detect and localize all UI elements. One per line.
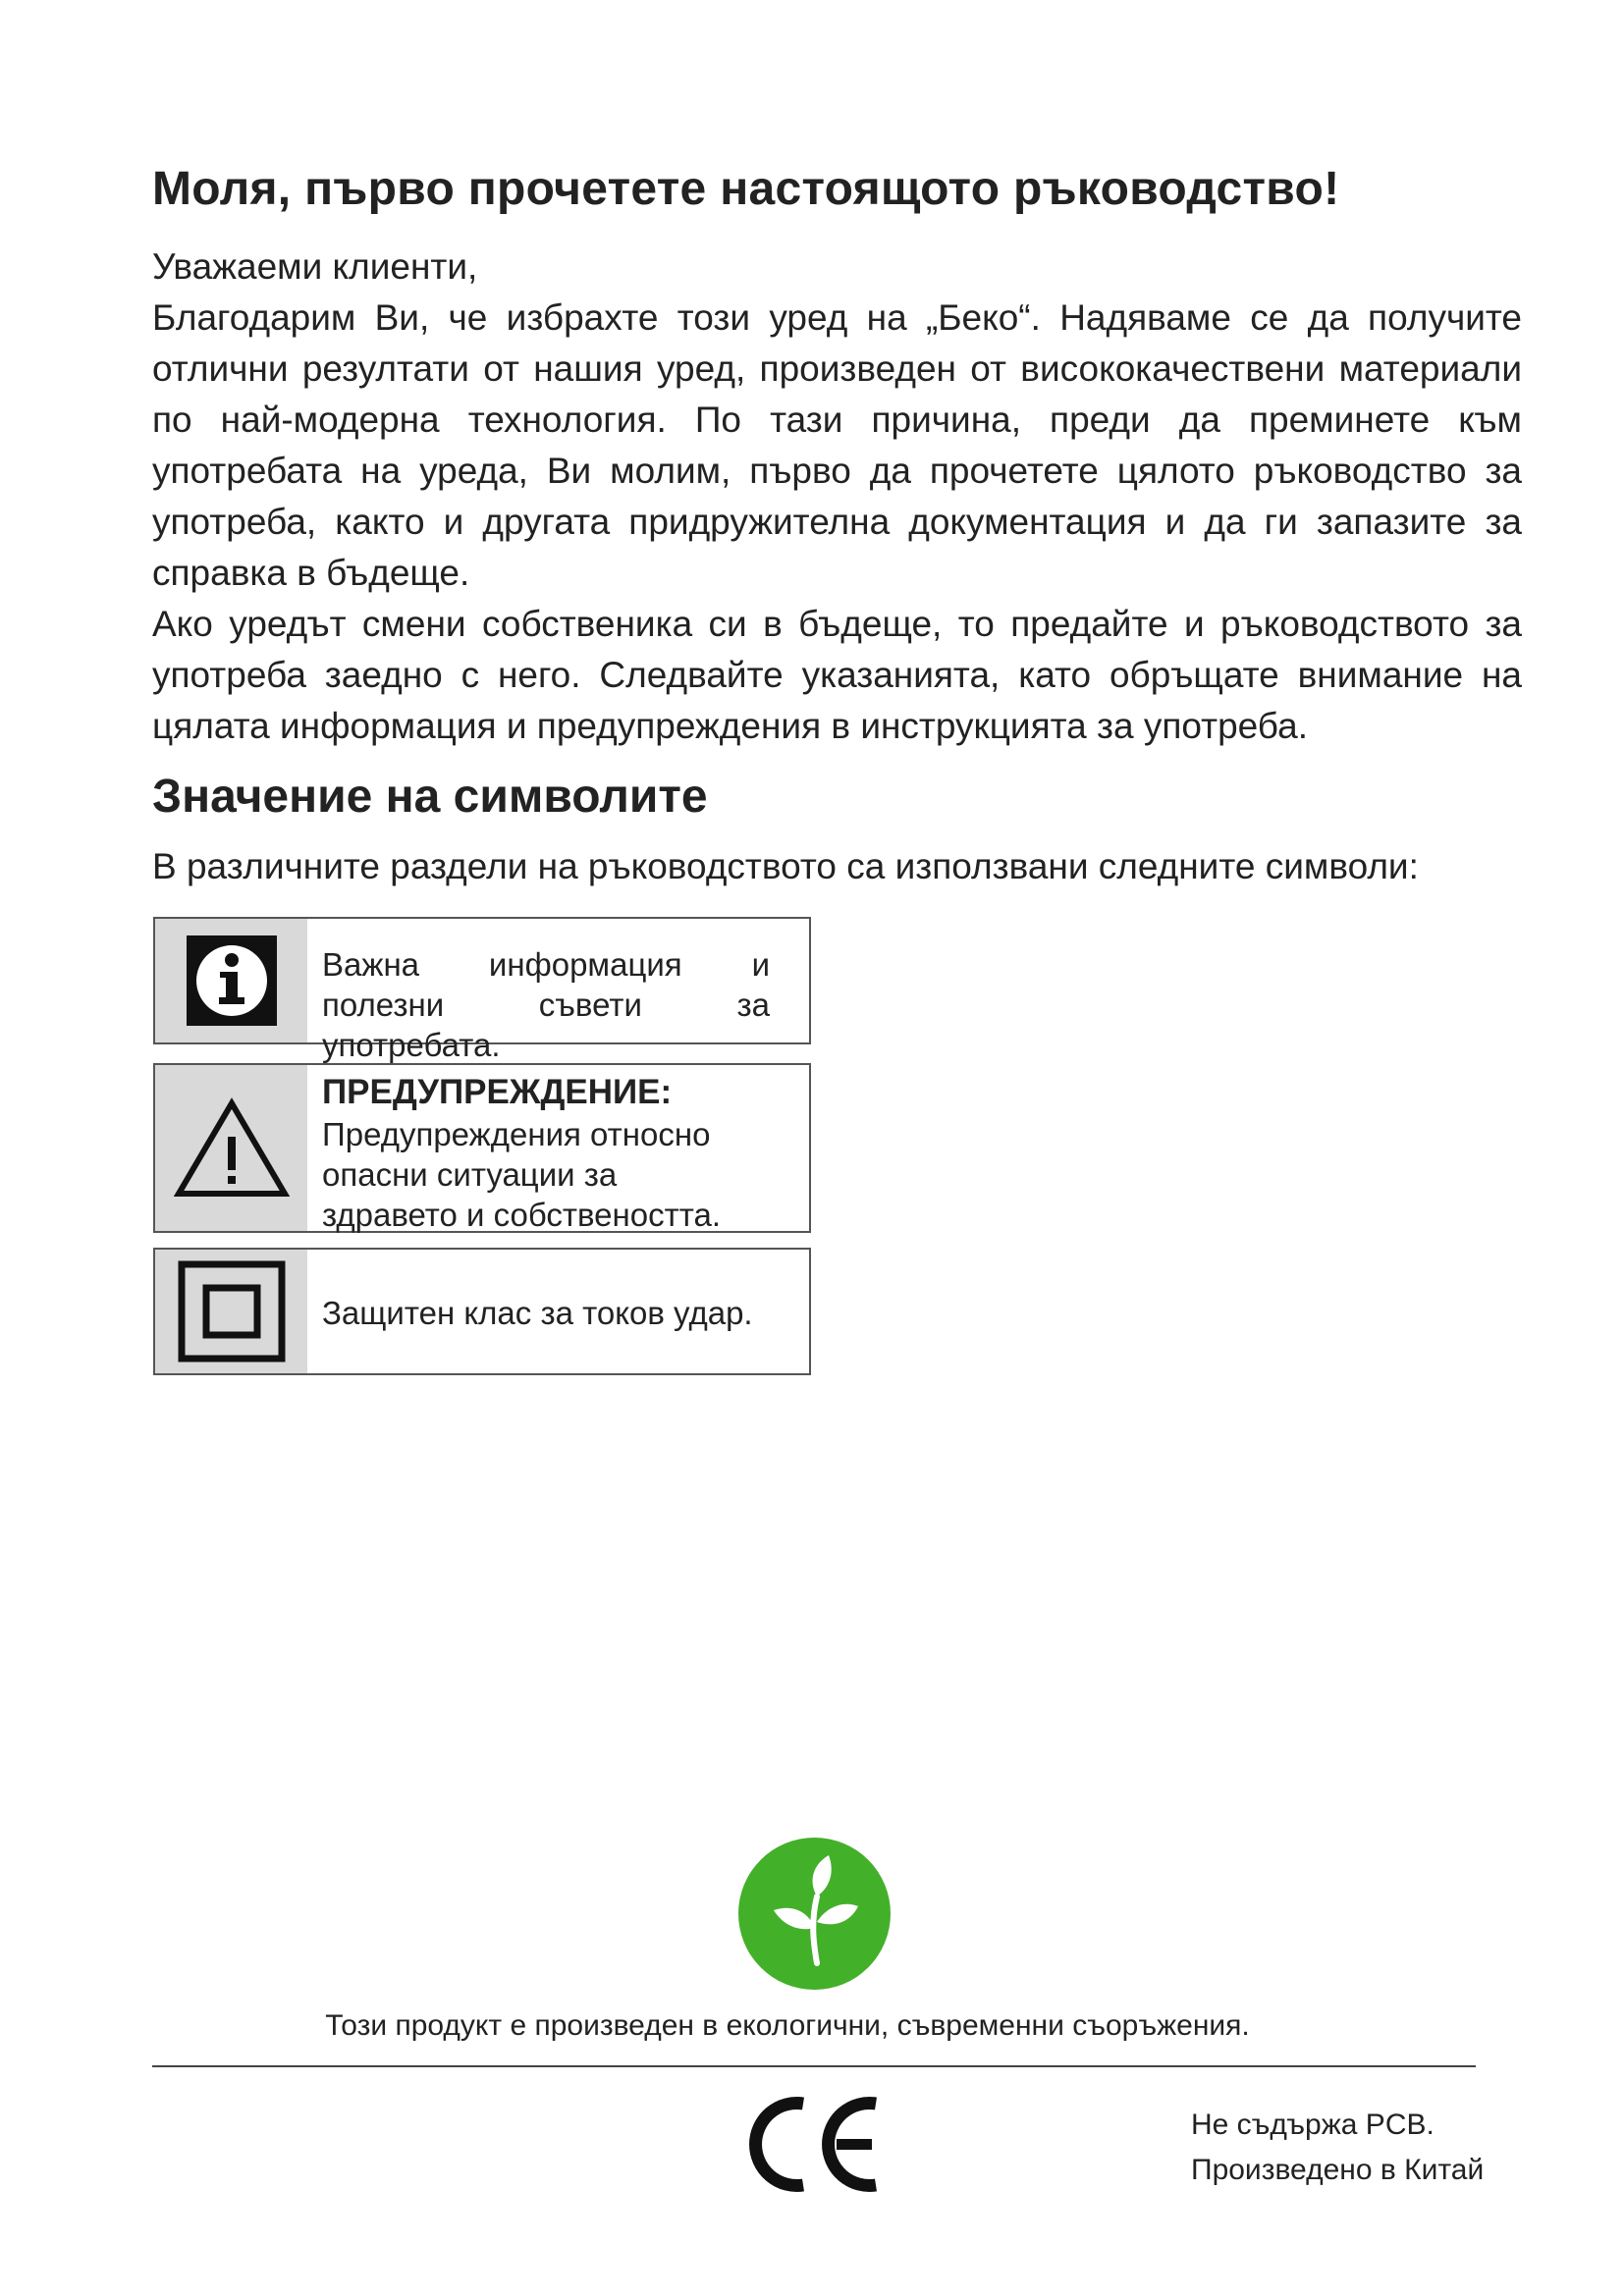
symbol-info-text: Важна информация и полезни съвети за употребата. <box>322 946 770 1063</box>
ce-mark-icon <box>746 2094 884 2195</box>
page-title: Моля, първо прочетете настоящото ръководство! <box>152 163 1340 215</box>
pcb-text: Не съдържа PCB. <box>1191 2109 1435 2141</box>
symbol-box-info <box>153 917 811 1063</box>
intro-paragraph-2: Ако уредът смени собственика си в бъдеще, то предайте и ръководството за употреба заедно с него. Следвайте указанията, като обръщате внимание на цялата информация и предупреждения в инструкцията за употреба. <box>152 604 1522 746</box>
leaf-icon <box>738 1838 891 1990</box>
footer-info <box>1191 2103 1484 2193</box>
warning-icon <box>155 1065 307 1231</box>
eco-text-wrap <box>0 2009 1624 2043</box>
symbol-box-protection-class <box>153 1248 811 1375</box>
symbol-protection-text: Защитен клас за токов удар. <box>322 1295 753 1331</box>
symbols-intro: В различните раздели на ръководството са използвани следните символи: <box>152 846 1419 886</box>
intro-text <box>152 241 1522 752</box>
symbol-warning-text: Предупреждения относно опасни ситуации за здравето и собствеността. <box>322 1116 721 1233</box>
eco-text: Този продукт е произведен в екологични, съвременни съоръжения. <box>325 2009 1250 2042</box>
warning-heading: ПРЕДУПРЕЖДЕНИЕ: <box>322 1073 673 1111</box>
info-icon <box>155 919 307 1042</box>
symbols-title: Значение на символите <box>152 771 708 823</box>
intro-paragraph-1: Благодарим Ви, че избрахте този уред на „Беко“. Надяваме се да получите отлични резултати от нашия уред, произведен от висококачествени материали по най-модерна технология. По тази причина, преди да преминете към употребата на уреда, Ви молим, първо да прочетете цялото ръководство за употреба, както и другата придружителна документация и да ги запазите за справка в бъдеще. <box>152 297 1522 593</box>
divider <box>152 2065 1476 2067</box>
origin-text: Произведено в Китай <box>1191 2154 1485 2186</box>
class-ii-icon <box>155 1250 307 1373</box>
greeting: Уважаеми клиенти, <box>152 246 478 287</box>
symbol-box-warning <box>153 1063 811 1233</box>
symbol-warning-text-wrap <box>322 1071 770 1235</box>
